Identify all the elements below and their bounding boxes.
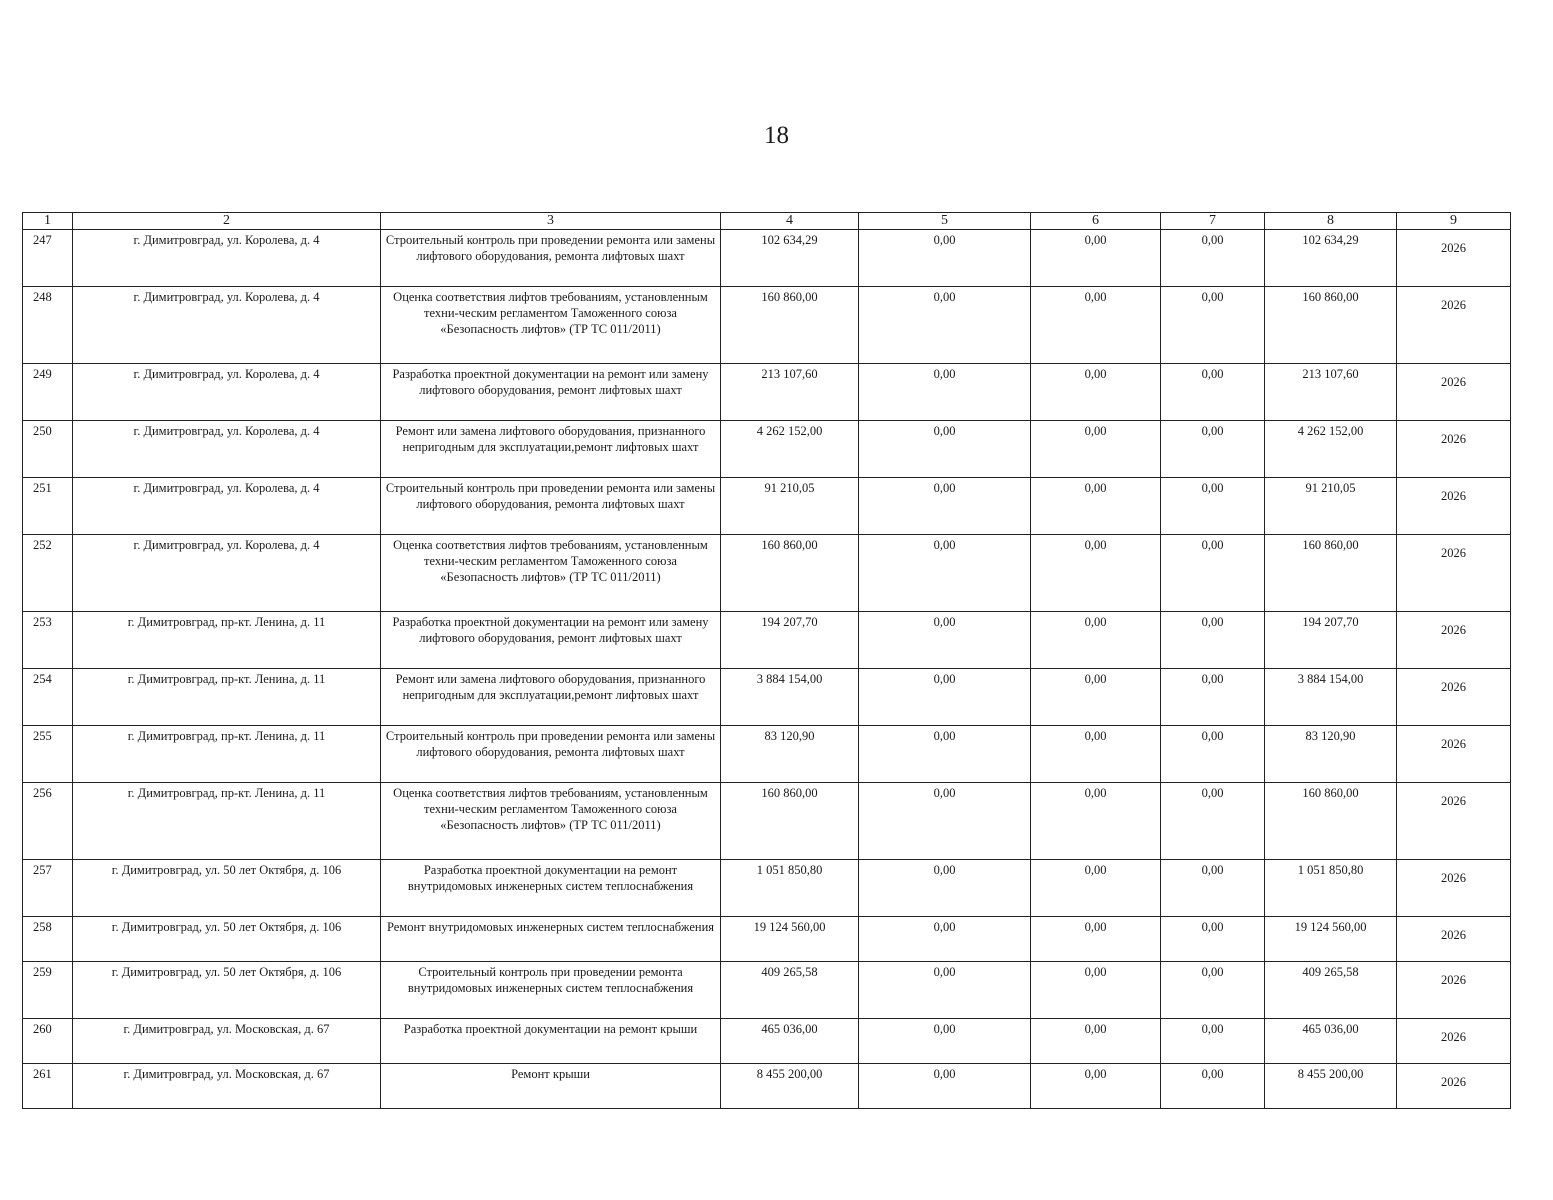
row-number-cell: 250 <box>23 421 73 478</box>
header-cell: 8 <box>1265 213 1397 230</box>
col5-value-cell: 0,00 <box>859 287 1031 364</box>
col7-value-cell: 0,00 <box>1161 535 1265 612</box>
table-row <box>23 962 1511 1019</box>
col6-value-cell: 0,00 <box>1031 860 1161 917</box>
total-cost-cell: 3 884 154,00 <box>721 669 859 726</box>
year-cell: 2026 <box>1397 421 1511 478</box>
col8-cost-cell: 19 124 560,00 <box>1265 917 1397 962</box>
row-number-cell: 249 <box>23 364 73 421</box>
col8-cost-cell: 160 860,00 <box>1265 783 1397 860</box>
total-cost-cell: 213 107,60 <box>721 364 859 421</box>
col5-value-cell: 0,00 <box>859 364 1031 421</box>
work-description-cell: Разработка проектной документации на ремонт или замену лифтового оборудования, ремонт лифтовых шахт <box>381 612 721 669</box>
table-row <box>23 1064 1511 1109</box>
header-cell: 1 <box>23 213 73 230</box>
year-cell: 2026 <box>1397 1064 1511 1109</box>
table-row <box>23 230 1511 287</box>
work-description-cell: Ремонт внутридомовых инженерных систем теплоснабжения <box>381 917 721 962</box>
work-description-cell: Строительный контроль при проведении ремонта или замены лифтового оборудования, ремонта лифтовых шахт <box>381 230 721 287</box>
year-cell: 2026 <box>1397 1019 1511 1064</box>
col6-value-cell: 0,00 <box>1031 230 1161 287</box>
col8-cost-cell: 160 860,00 <box>1265 535 1397 612</box>
col8-cost-cell: 91 210,05 <box>1265 478 1397 535</box>
table-row <box>23 783 1511 860</box>
row-number-cell: 253 <box>23 612 73 669</box>
work-description-cell: Разработка проектной документации на ремонт крыши <box>381 1019 721 1064</box>
row-number-cell: 247 <box>23 230 73 287</box>
col5-value-cell: 0,00 <box>859 535 1031 612</box>
col8-cost-cell: 4 262 152,00 <box>1265 421 1397 478</box>
address-cell: г. Димитровград, ул. Королева, д. 4 <box>73 535 381 612</box>
col7-value-cell: 0,00 <box>1161 726 1265 783</box>
year-cell: 2026 <box>1397 783 1511 860</box>
address-cell: г. Димитровград, ул. Королева, д. 4 <box>73 421 381 478</box>
col5-value-cell: 0,00 <box>859 478 1031 535</box>
address-cell: г. Димитровград, пр-кт. Ленина, д. 11 <box>73 726 381 783</box>
row-number-cell: 260 <box>23 1019 73 1064</box>
col7-value-cell: 0,00 <box>1161 364 1265 421</box>
col8-cost-cell: 409 265,58 <box>1265 962 1397 1019</box>
work-description-cell: Ремонт крыши <box>381 1064 721 1109</box>
work-description-cell: Разработка проектной документации на ремонт или замену лифтового оборудования, ремонт лифтовых шахт <box>381 364 721 421</box>
total-cost-cell: 465 036,00 <box>721 1019 859 1064</box>
col5-value-cell: 0,00 <box>859 860 1031 917</box>
year-cell: 2026 <box>1397 669 1511 726</box>
table-row <box>23 669 1511 726</box>
row-number-cell: 259 <box>23 962 73 1019</box>
address-cell: г. Димитровград, ул. Королева, д. 4 <box>73 230 381 287</box>
col7-value-cell: 0,00 <box>1161 421 1265 478</box>
total-cost-cell: 160 860,00 <box>721 535 859 612</box>
year-cell: 2026 <box>1397 860 1511 917</box>
col5-value-cell: 0,00 <box>859 1019 1031 1064</box>
col7-value-cell: 0,00 <box>1161 860 1265 917</box>
total-cost-cell: 4 262 152,00 <box>721 421 859 478</box>
year-cell: 2026 <box>1397 230 1511 287</box>
col8-cost-cell: 102 634,29 <box>1265 230 1397 287</box>
year-cell: 2026 <box>1397 478 1511 535</box>
total-cost-cell: 409 265,58 <box>721 962 859 1019</box>
col6-value-cell: 0,00 <box>1031 917 1161 962</box>
year-cell: 2026 <box>1397 364 1511 421</box>
total-cost-cell: 91 210,05 <box>721 478 859 535</box>
works-table <box>22 212 1511 1109</box>
col6-value-cell: 0,00 <box>1031 669 1161 726</box>
table-row <box>23 421 1511 478</box>
col6-value-cell: 0,00 <box>1031 612 1161 669</box>
col7-value-cell: 0,00 <box>1161 783 1265 860</box>
address-cell: г. Димитровград, пр-кт. Ленина, д. 11 <box>73 783 381 860</box>
year-cell: 2026 <box>1397 612 1511 669</box>
work-description-cell: Строительный контроль при проведении ремонта или замены лифтового оборудования, ремонта лифтовых шахт <box>381 726 721 783</box>
col6-value-cell: 0,00 <box>1031 535 1161 612</box>
year-cell: 2026 <box>1397 287 1511 364</box>
col7-value-cell: 0,00 <box>1161 612 1265 669</box>
col8-cost-cell: 465 036,00 <box>1265 1019 1397 1064</box>
address-cell: г. Димитровград, ул. Московская, д. 67 <box>73 1019 381 1064</box>
work-description-cell: Разработка проектной документации на ремонт внутридомовых инженерных систем теплоснабжения <box>381 860 721 917</box>
col5-value-cell: 0,00 <box>859 962 1031 1019</box>
table-row <box>23 726 1511 783</box>
table-row <box>23 1019 1511 1064</box>
address-cell: г. Димитровград, пр-кт. Ленина, д. 11 <box>73 612 381 669</box>
col8-cost-cell: 8 455 200,00 <box>1265 1064 1397 1109</box>
col8-cost-cell: 194 207,70 <box>1265 612 1397 669</box>
header-cell: 5 <box>859 213 1031 230</box>
col5-value-cell: 0,00 <box>859 1064 1031 1109</box>
address-cell: г. Димитровград, ул. Королева, д. 4 <box>73 287 381 364</box>
table-row <box>23 287 1511 364</box>
address-cell: г. Димитровград, ул. 50 лет Октября, д. 106 <box>73 962 381 1019</box>
year-cell: 2026 <box>1397 726 1511 783</box>
col6-value-cell: 0,00 <box>1031 421 1161 478</box>
col7-value-cell: 0,00 <box>1161 962 1265 1019</box>
row-number-cell: 248 <box>23 287 73 364</box>
total-cost-cell: 160 860,00 <box>721 287 859 364</box>
col7-value-cell: 0,00 <box>1161 287 1265 364</box>
col8-cost-cell: 1 051 850,80 <box>1265 860 1397 917</box>
header-cell: 9 <box>1397 213 1511 230</box>
table-row <box>23 478 1511 535</box>
total-cost-cell: 19 124 560,00 <box>721 917 859 962</box>
col5-value-cell: 0,00 <box>859 230 1031 287</box>
table-row <box>23 612 1511 669</box>
col6-value-cell: 0,00 <box>1031 1064 1161 1109</box>
work-description-cell: Ремонт или замена лифтового оборудования, признанного непригодным для эксплуатации,ремонт лифтовых шахт <box>381 669 721 726</box>
address-cell: г. Димитровград, ул. Московская, д. 67 <box>73 1064 381 1109</box>
year-cell: 2026 <box>1397 917 1511 962</box>
col6-value-cell: 0,00 <box>1031 478 1161 535</box>
work-description-cell: Оценка соответствия лифтов требованиям, установленным техни-ческим регламентом Таможенного союза «Безопасность лифтов» (ТР ТС 011/2011) <box>381 783 721 860</box>
address-cell: г. Димитровград, пр-кт. Ленина, д. 11 <box>73 669 381 726</box>
address-cell: г. Димитровград, ул. 50 лет Октября, д. 106 <box>73 860 381 917</box>
total-cost-cell: 83 120,90 <box>721 726 859 783</box>
col6-value-cell: 0,00 <box>1031 962 1161 1019</box>
header-cell: 3 <box>381 213 721 230</box>
col6-value-cell: 0,00 <box>1031 287 1161 364</box>
header-cell: 2 <box>73 213 381 230</box>
address-cell: г. Димитровград, ул. 50 лет Октября, д. 106 <box>73 917 381 962</box>
work-description-cell: Оценка соответствия лифтов требованиям, установленным техни-ческим регламентом Таможенного союза «Безопасность лифтов» (ТР ТС 011/2011) <box>381 287 721 364</box>
col5-value-cell: 0,00 <box>859 917 1031 962</box>
col5-value-cell: 0,00 <box>859 421 1031 478</box>
table-row <box>23 860 1511 917</box>
col6-value-cell: 0,00 <box>1031 783 1161 860</box>
table-body <box>23 230 1511 1109</box>
total-cost-cell: 8 455 200,00 <box>721 1064 859 1109</box>
col7-value-cell: 0,00 <box>1161 669 1265 726</box>
col7-value-cell: 0,00 <box>1161 478 1265 535</box>
table-row <box>23 364 1511 421</box>
total-cost-cell: 194 207,70 <box>721 612 859 669</box>
row-number-cell: 258 <box>23 917 73 962</box>
row-number-cell: 257 <box>23 860 73 917</box>
work-description-cell: Оценка соответствия лифтов требованиям, установленным техни-ческим регламентом Таможенного союза «Безопасность лифтов» (ТР ТС 011/2011) <box>381 535 721 612</box>
row-number-cell: 256 <box>23 783 73 860</box>
col5-value-cell: 0,00 <box>859 783 1031 860</box>
address-cell: г. Димитровград, ул. Королева, д. 4 <box>73 478 381 535</box>
total-cost-cell: 102 634,29 <box>721 230 859 287</box>
col8-cost-cell: 160 860,00 <box>1265 287 1397 364</box>
header-cell: 4 <box>721 213 859 230</box>
col7-value-cell: 0,00 <box>1161 1019 1265 1064</box>
col7-value-cell: 0,00 <box>1161 917 1265 962</box>
work-description-cell: Строительный контроль при проведении ремонта или замены лифтового оборудования, ремонта лифтовых шахт <box>381 478 721 535</box>
col8-cost-cell: 3 884 154,00 <box>1265 669 1397 726</box>
total-cost-cell: 160 860,00 <box>721 783 859 860</box>
row-number-cell: 255 <box>23 726 73 783</box>
work-description-cell: Строительный контроль при проведении ремонта внутридомовых инженерных систем теплоснабжения <box>381 962 721 1019</box>
row-number-cell: 252 <box>23 535 73 612</box>
col6-value-cell: 0,00 <box>1031 1019 1161 1064</box>
header-cell: 6 <box>1031 213 1161 230</box>
header-cell: 7 <box>1161 213 1265 230</box>
col8-cost-cell: 213 107,60 <box>1265 364 1397 421</box>
col6-value-cell: 0,00 <box>1031 364 1161 421</box>
col5-value-cell: 0,00 <box>859 669 1031 726</box>
table-row <box>23 535 1511 612</box>
col5-value-cell: 0,00 <box>859 612 1031 669</box>
header-row <box>23 213 1511 230</box>
year-cell: 2026 <box>1397 535 1511 612</box>
col8-cost-cell: 83 120,90 <box>1265 726 1397 783</box>
col5-value-cell: 0,00 <box>859 726 1031 783</box>
row-number-cell: 251 <box>23 478 73 535</box>
work-description-cell: Ремонт или замена лифтового оборудования, признанного непригодным для эксплуатации,ремонт лифтовых шахт <box>381 421 721 478</box>
col7-value-cell: 0,00 <box>1161 1064 1265 1109</box>
year-cell: 2026 <box>1397 962 1511 1019</box>
row-number-cell: 254 <box>23 669 73 726</box>
row-number-cell: 261 <box>23 1064 73 1109</box>
page-number: 18 <box>764 122 789 149</box>
address-cell: г. Димитровград, ул. Королева, д. 4 <box>73 364 381 421</box>
col7-value-cell: 0,00 <box>1161 230 1265 287</box>
table-row <box>23 917 1511 962</box>
col6-value-cell: 0,00 <box>1031 726 1161 783</box>
total-cost-cell: 1 051 850,80 <box>721 860 859 917</box>
